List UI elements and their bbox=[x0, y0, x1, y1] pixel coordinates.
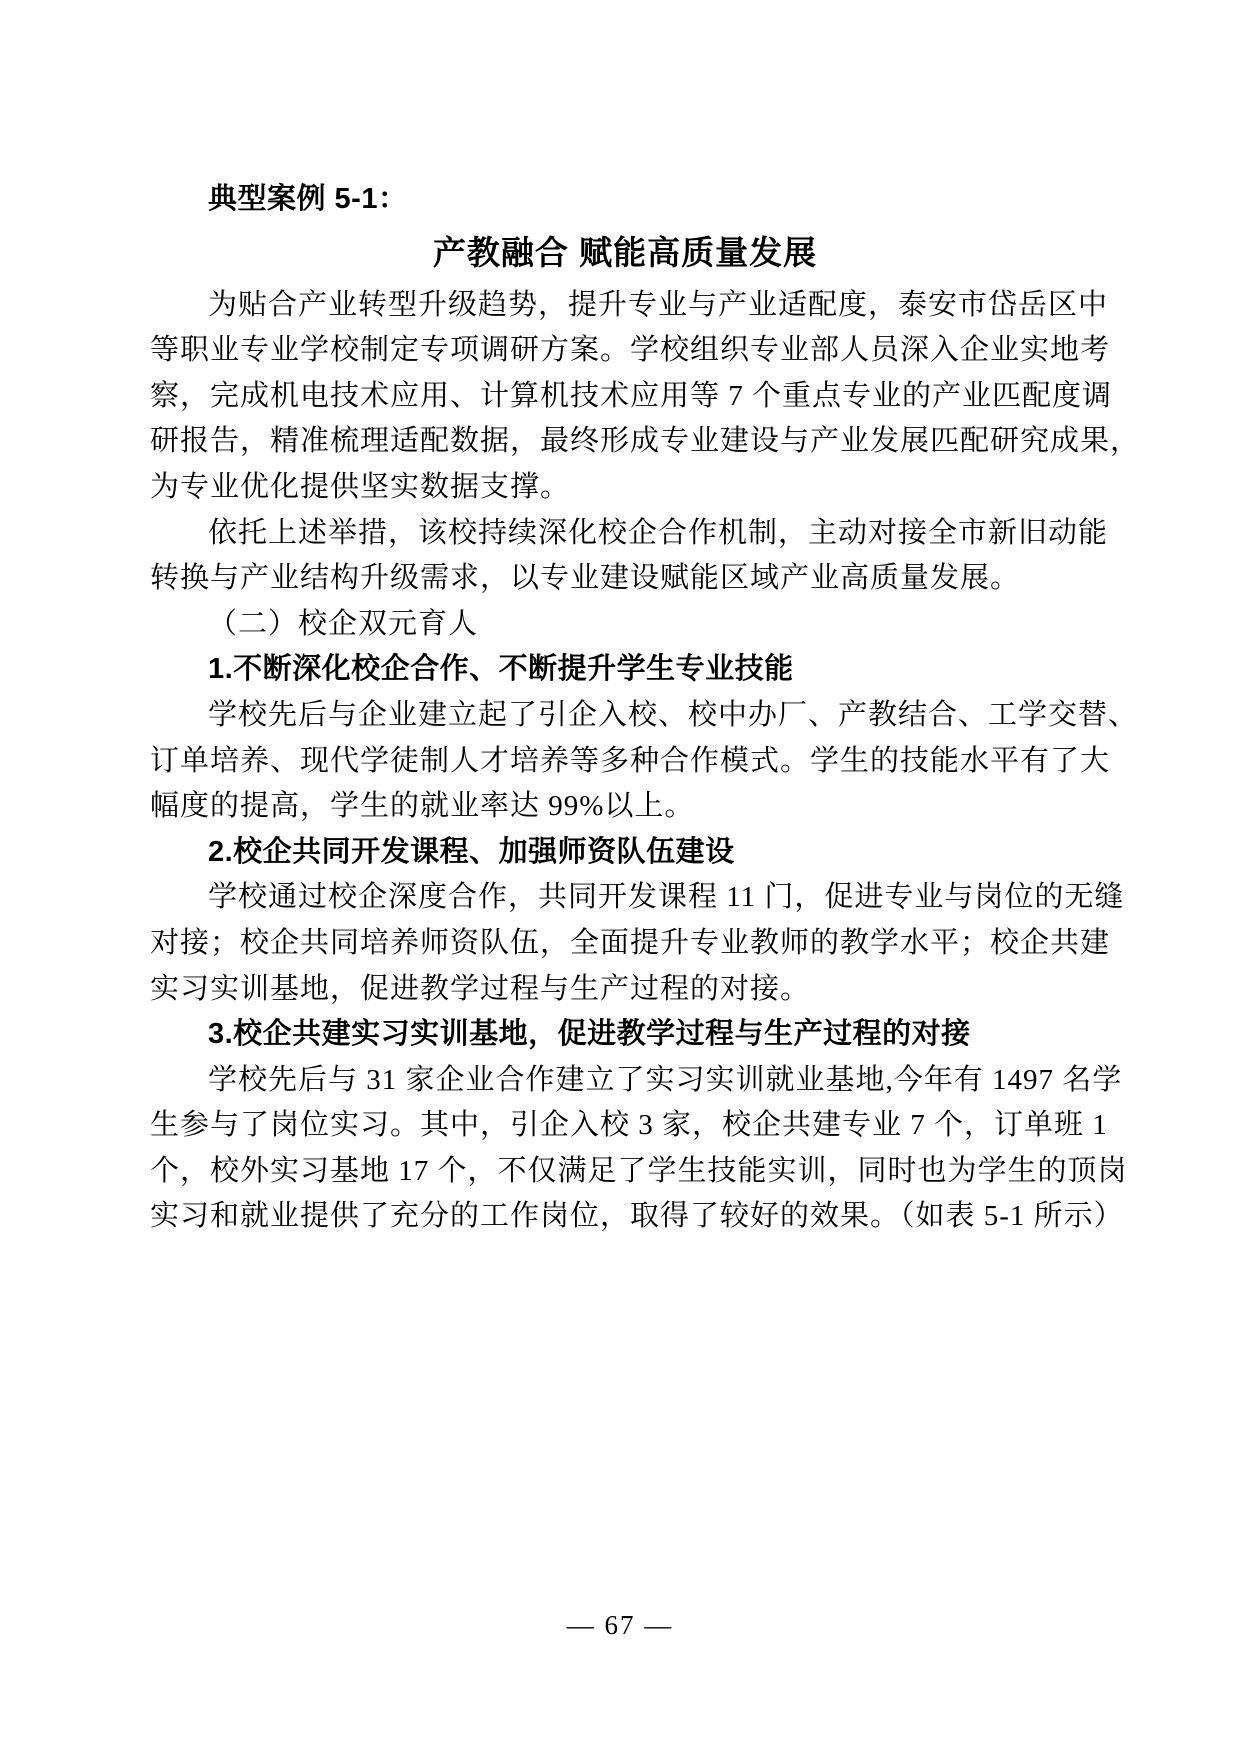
paragraph-line: 学校先后与 31 家企业合作建立了实习实训就业基地,今年有 1497 名学 bbox=[208, 1063, 1123, 1096]
subheading-3: 3.校企共建实习实训基地，促进教学过程与生产过程的对接 bbox=[208, 1018, 971, 1051]
paragraph-line: 生参与了岗位实习。其中，引企入校 3 家，校企共建专业 7 个，订单班 1 bbox=[150, 1109, 1108, 1142]
page-title: 产教融合 赋能高质量发展 bbox=[432, 233, 818, 271]
document-content bbox=[150, 177, 1141, 1240]
paragraph-line: 对接；校企共同培养师资队伍，全面提升专业教师的教学水平；校企共建 bbox=[150, 926, 1111, 959]
paragraph-line: 等职业专业学校制定专项调研方案。学校组织专业部人员深入企业实地考 bbox=[150, 334, 1111, 367]
paragraph-line: 学校通过校企深度合作，共同开发课程 11 门，促进专业与岗位的无缝 bbox=[208, 881, 1125, 914]
paragraph-line: 订单培养、现代学徒制人才培养等多种合作模式。学生的技能水平有了大 bbox=[150, 744, 1111, 777]
case-label: 典型案例 5-1： bbox=[208, 183, 408, 215]
paragraph-line: 研报告，精准梳理适配数据，最终形成专业建设与产业发展匹配研究成果， bbox=[150, 425, 1141, 458]
paragraph-line: 学校先后与企业建立起了引企入校、校中办厂、产教结合、工学交替、 bbox=[208, 698, 1139, 731]
subheading-1: 1.不断深化校企合作、不断提升学生专业技能 bbox=[208, 653, 794, 686]
paragraph-line: 实习和就业提供了充分的工作岗位，取得了较好的效果。（如表 5-1 所示） bbox=[150, 1200, 1124, 1233]
paragraph-line: 个，校外实习基地 17 个，不仅满足了学生技能实训，同时也为学生的顶岗 bbox=[150, 1154, 1128, 1187]
paragraph-line: 为专业优化提供坚实数据支撑。 bbox=[150, 470, 571, 503]
paragraph-line: 察，完成机电技术应用、计算机技术应用等 7 个重点专业的产业匹配度调 bbox=[150, 379, 1113, 412]
paragraph-line: 实习实训基地，促进教学过程与生产过程的对接。 bbox=[150, 972, 811, 1005]
subheading-2: 2.校企共同开发课程、加强师资队伍建设 bbox=[208, 835, 735, 868]
paragraph-line: 为贴合产业转型升级趋势，提升专业与产业适配度，泰安市岱岳区中 bbox=[208, 288, 1109, 321]
paragraph-line: 依托上述举措，该校持续深化校企合作机制，主动对接全市新旧动能 bbox=[208, 516, 1109, 549]
page-number: — 67 — bbox=[566, 1610, 674, 1640]
paragraph-line: 幅度的提高，学生的就业率达 99%以上。 bbox=[150, 790, 695, 823]
section-label: （二）校企双元育人 bbox=[208, 607, 479, 640]
paragraph-line: 转换与产业结构升级需求，以专业建设赋能区域产业高质量发展。 bbox=[150, 562, 1021, 595]
